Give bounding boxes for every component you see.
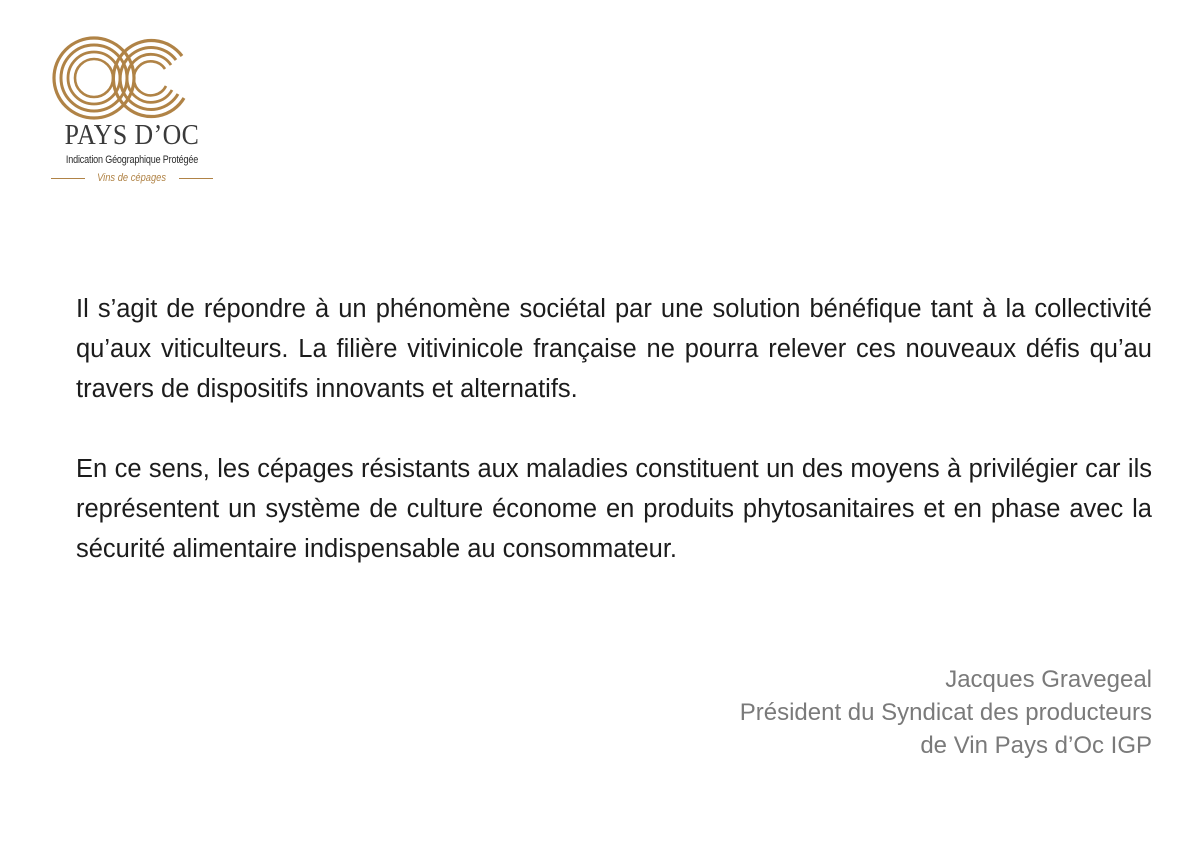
logo-tagline-row <box>52 171 212 185</box>
logo-rule-right <box>179 178 213 179</box>
logo-name: PAYS D’OC <box>64 120 200 151</box>
logo-subtitle: Indication Géographique Protégée <box>65 154 199 166</box>
logo-rule-left <box>51 178 85 179</box>
signature-title-line-2: de Vin Pays d’Oc IGP <box>920 732 1152 759</box>
signature-title-line-1: Président du Syndicat des producteurs <box>739 699 1152 726</box>
quote-body <box>76 289 1152 569</box>
logo-rings-icon <box>44 28 220 120</box>
signature-name: Jacques Gravegeal <box>945 666 1152 693</box>
pays-doc-logo <box>44 28 220 188</box>
paragraph-2: En ce sens, les cépages résistants aux maladies constituent un des moyens à privilégier car ils représentent un système de culture économe en produits phytosanitaires et en phase avec la sécurité alimentaire indispensable au consommateur. <box>76 455 1152 563</box>
paragraph-1: Il s’agit de répondre à un phénomène sociétal par une solution bénéfique tant à la collectivité qu’aux viticulteurs. La filière vitivinicole française ne pourra relever ces nouveaux défis qu’au travers de dispositifs innovants et alternatifs. <box>76 295 1152 403</box>
logo-tagline: Vins de cépages <box>97 172 167 184</box>
signature-block <box>632 663 1152 762</box>
